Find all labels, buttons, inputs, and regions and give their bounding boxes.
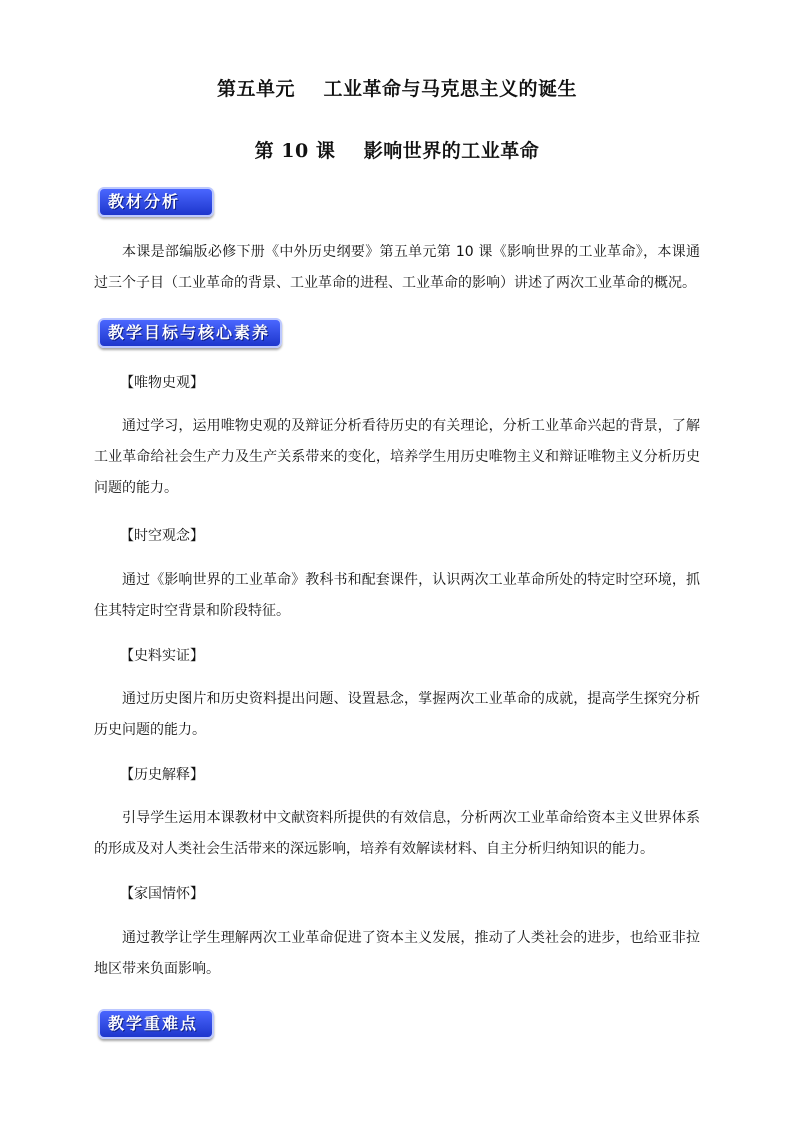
lesson-title: 第 10 课 影响世界的工业革命 xyxy=(254,140,540,162)
goal-text-patriotism: 通过教学让学生理解两次工业革命促进了资本主义发展，推动了人类社会的进步，也给亚非拉地区带来负面影响。 xyxy=(94,930,700,977)
goal-label-patriotism: 【家国情怀】 xyxy=(120,886,204,902)
goal-text-interpretation: 引导学生运用本课教材中文献资料所提供的有效信息，分析两次工业革命给资本主义世界体系的形成及对人类社会生活带来的深远影响，培养有效解读材料、自主分析归纳知识的能力。 xyxy=(94,810,700,857)
goal-label-materialism: 【唯物史观】 xyxy=(120,375,204,391)
goal-text-evidence: 通过历史图片和历史资料提出问题、设置悬念，掌握两次工业革命的成就，提高学生探究分析历史问题的能力。 xyxy=(94,691,700,738)
goal-text-materialism: 通过学习，运用唯物史观的及辩证分析看待历史的有关理论，分析工业革命兴起的背景，了解工业革命给社会生产力及生产关系带来的变化，培养学生用历史唯物主义和辩证唯物主义分析历史问题的能力。 xyxy=(94,418,700,496)
analysis-paragraph: 本课是部编版必修下册《中外历史纲要》第五单元第 10 课《影响世界的工业革命》，本课通过三个子目（工业革命的背景、工业革命的进程、工业革命的影响）讲述了两次工业革命的概况。 xyxy=(94,244,700,291)
section-heading-key-points: 教学重难点 xyxy=(98,1009,214,1039)
goal-label-evidence: 【史料实证】 xyxy=(120,648,204,664)
goal-text-space-time: 通过《影响世界的工业革命》教科书和配套课件，认识两次工业革命所处的特定时空环境，抓住其特定时空背景和阶段特征。 xyxy=(94,572,700,619)
unit-title: 第五单元 工业革命与马克思主义的诞生 xyxy=(217,78,577,100)
section-heading-goals: 教学目标与核心素养 xyxy=(98,318,282,348)
goal-label-interpretation: 【历史解释】 xyxy=(120,767,204,783)
section-heading-analysis: 教材分析 xyxy=(98,187,214,217)
goal-label-space-time: 【时空观念】 xyxy=(120,528,204,544)
